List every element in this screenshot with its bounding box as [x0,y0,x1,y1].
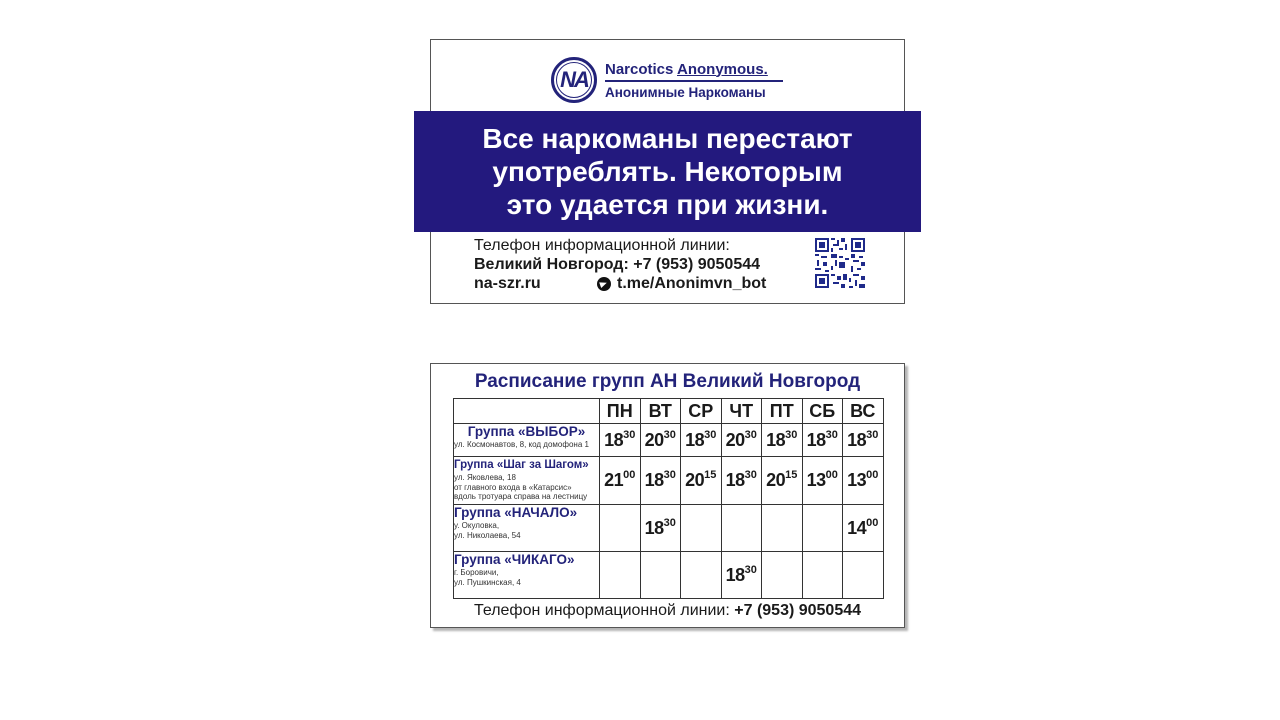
qr-code-icon [815,238,865,288]
meeting-minutes: 00 [623,469,636,481]
meeting-minutes: 30 [744,469,757,481]
meeting-minutes: 30 [663,516,676,529]
schedule-table [453,398,884,599]
meeting-time [604,430,635,450]
meeting-time [847,430,878,450]
meeting-hour: 18 [847,429,867,450]
logo-subtitle: Анонимные Наркоманы [605,84,766,100]
meeting-time [645,470,676,490]
time-slot-cell [843,505,884,552]
schedule-title: Расписание групп АН Великий Новгород [474,371,861,392]
phone-label: Телефон информационной линии: [474,237,730,254]
meeting-time [807,470,838,490]
meeting-time [807,430,838,450]
meeting-hour: 20 [644,429,664,450]
group-name: Группа «ЧИКАГО» [454,552,575,567]
meeting-hour: 21 [604,470,624,490]
na-emblem-icon: NA [551,57,597,103]
time-slot-cell [843,424,884,457]
group-address-line: г. Боровичи, [454,568,499,577]
time-slot-cell [802,552,843,599]
group-address-line: у. Окуловка, [454,521,500,530]
time-slot-cell [843,457,884,505]
meeting-hour: 18 [725,470,745,490]
group-name: Группа «Шаг за Шагом» [454,459,589,471]
time-slot-cell [762,424,803,457]
footer-phone-number: +7 (953) 9050544 [734,602,862,619]
time-slot-cell [762,505,803,552]
meeting-minutes: 30 [744,428,757,441]
time-slot-cell [640,505,681,552]
meeting-minutes: 15 [785,469,798,481]
time-slot-cell [762,457,803,505]
group-address-line: ул. Космонавтов, 8, код домофона 1 [454,440,589,449]
group-name: Группа «НАЧАЛО» [454,505,578,520]
time-slot-cell [762,552,803,599]
slogan-banner [414,111,921,232]
meeting-minutes: 30 [744,563,757,576]
footer-phone-label: Телефон информационной линии: [473,602,730,619]
group-name: Группа «ВЫБОР» [467,424,586,439]
meeting-minutes: 30 [785,428,798,441]
na-logo [551,54,783,106]
time-slot-cell [600,552,641,599]
meeting-hour: 13 [806,470,826,490]
meeting-minutes: 00 [825,469,838,481]
time-slot-cell [600,505,641,552]
time-slot-cell [721,424,762,457]
meeting-hour: 18 [604,429,624,450]
day-header: ЧТ [721,399,762,424]
time-slot-cell [640,424,681,457]
meeting-minutes: 00 [866,469,879,481]
time-slot-cell [640,457,681,505]
meeting-hour: 18 [806,429,826,450]
meeting-time [645,430,676,450]
time-slot-cell [640,552,681,599]
meeting-minutes: 15 [704,469,717,481]
time-slot-cell [681,424,722,457]
day-header: ПТ [762,399,803,424]
schedule-group-row [454,424,884,457]
day-header: ВС [843,399,884,424]
meeting-hour: 18 [685,429,705,450]
day-header: ВТ [640,399,681,424]
group-cell [454,552,600,599]
telegram-link[interactable]: t.me/Anonimvn_bot [617,275,767,292]
meeting-minutes: 30 [704,428,717,441]
time-slot-cell [721,457,762,505]
time-slot-cell [600,424,641,457]
time-slot-cell [600,457,641,505]
phone-line: Великий Новгород: +7 (953) 9050544 [474,256,761,273]
meeting-hour: 18 [766,429,786,450]
schedule-group-row [454,457,884,505]
schedule-card [430,363,905,628]
group-address-line: ул. Яковлева, 18 [454,473,516,482]
meeting-hour: 18 [725,564,745,585]
schedule-header-row [454,399,884,424]
meeting-hour: 20 [725,429,745,450]
group-address-line: от главного входа в «Катарсис» [454,482,572,492]
day-header: СР [681,399,722,424]
logo-title-a: Narcotics [605,60,674,78]
meeting-time [726,430,757,450]
time-slot-cell [681,505,722,552]
time-slot-cell [843,552,884,599]
time-slot-cell [802,505,843,552]
meeting-time [726,470,757,490]
meeting-time [645,518,676,538]
meeting-time [847,470,878,490]
group-cell [454,457,600,505]
day-header: ПН [600,399,641,424]
meeting-hour: 20 [685,470,705,490]
meeting-minutes: 30 [623,428,636,441]
schedule-corner-cell [454,399,600,424]
group-address-line: вдоль тротуара справа на лестницу [454,492,588,501]
time-slot-cell [681,552,722,599]
time-slot-cell [802,457,843,505]
group-cell [454,505,600,552]
time-slot-cell [721,552,762,599]
meeting-hour: 18 [644,470,664,490]
slogan-line-3: это удается при жизни. [506,189,829,220]
meeting-minutes: 30 [866,428,879,441]
time-slot-cell [721,505,762,552]
group-address-line: ул. Пушкинская, 4 [454,577,521,587]
telegram-icon [597,277,611,291]
meeting-time [685,430,716,450]
meeting-hour: 18 [644,517,664,538]
meeting-time [726,565,757,585]
group-cell [454,424,600,457]
meeting-minutes: 30 [663,469,676,481]
logo-title-b: Anonymous. [677,60,768,78]
website-link[interactable]: na-szr.ru [474,275,541,292]
schedule-group-row [454,552,884,599]
meeting-minutes: 30 [663,428,676,441]
meeting-hour: 13 [847,470,867,490]
group-address-line: ул. Николаева, 54 [454,530,521,540]
contact-block [474,236,794,293]
slogan-line-1: Все наркоманы перестают [482,123,853,154]
meeting-minutes: 00 [866,516,879,529]
meeting-time [766,470,797,490]
meeting-hour: 20 [766,470,786,490]
day-header: СБ [802,399,843,424]
slogan-line-2: употреблять. Некоторым [492,156,843,187]
meeting-time [604,470,635,490]
logo-divider [605,80,783,82]
schedule-group-row [454,505,884,552]
meeting-hour: 14 [847,517,867,538]
meeting-time [847,518,878,538]
time-slot-cell [802,424,843,457]
meeting-time [766,430,797,450]
schedule-footer [431,602,904,620]
time-slot-cell [681,457,722,505]
meeting-minutes: 30 [825,428,838,441]
meeting-time [685,470,716,490]
